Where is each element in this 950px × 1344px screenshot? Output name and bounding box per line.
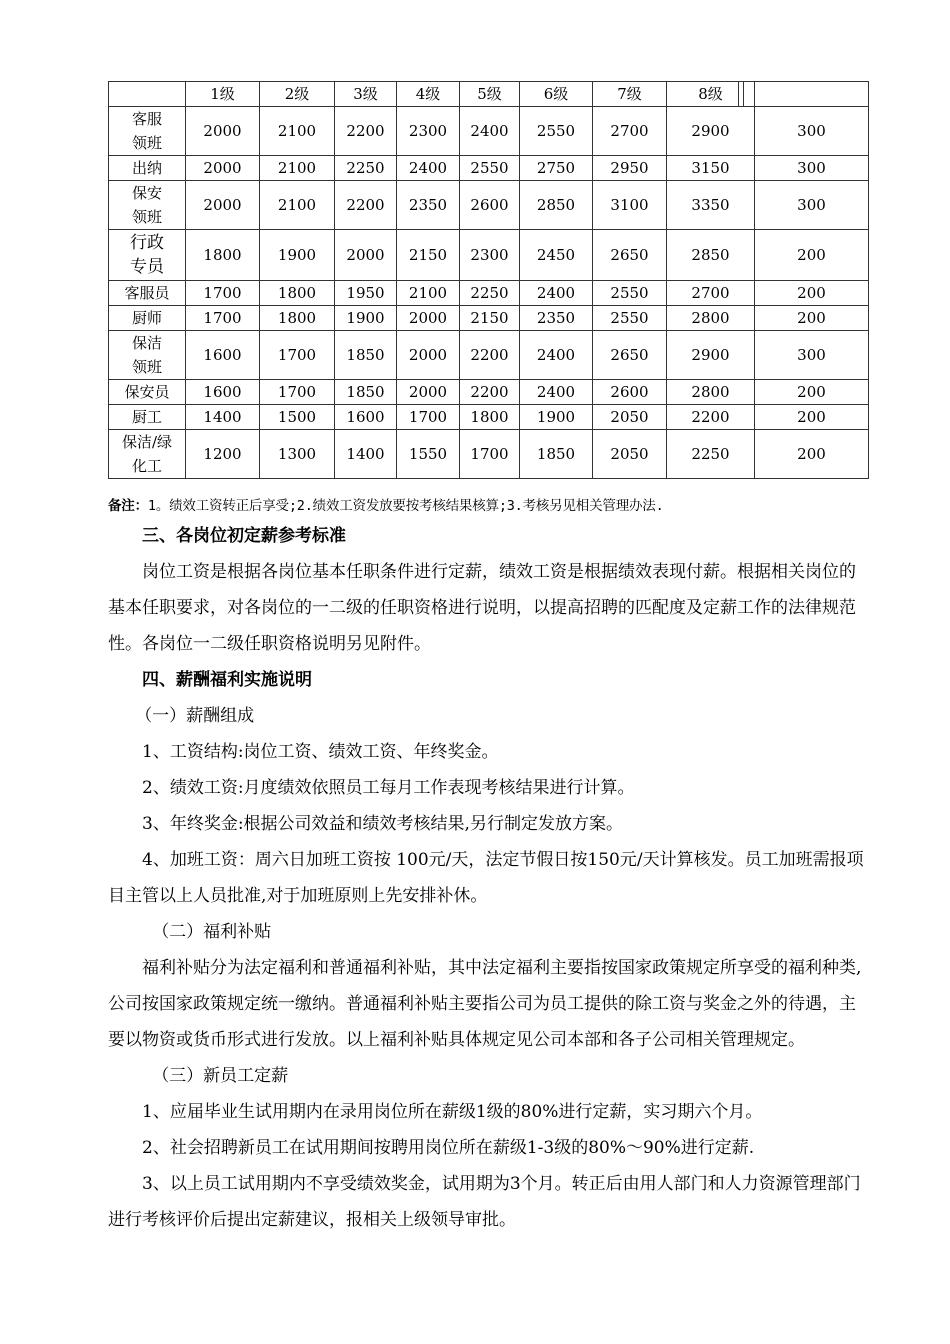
value-cell: 2400 [397, 156, 460, 181]
value-cell: 2400 [520, 281, 593, 306]
table-row [109, 430, 869, 479]
value-cell: 200 [755, 430, 869, 479]
value-cell: 1800 [260, 306, 335, 331]
value-cell: 2300 [460, 230, 520, 281]
value-cell: 2850 [667, 230, 755, 281]
section-3-heading: 三、各岗位初定薪参考标准 [142, 526, 346, 546]
value-cell: 2250 [667, 430, 755, 479]
value-cell: 1700 [260, 331, 335, 380]
table-header-row [109, 82, 869, 107]
value-cell: 2200 [335, 181, 397, 230]
table-row [109, 281, 869, 306]
new-staff-item-2: 2、社会招聘新员工在试用期间按聘用岗位所在薪级1-3级的80%～90%进行定薪. [142, 1138, 755, 1158]
value-cell: 200 [755, 281, 869, 306]
role-label: 厨师 [131, 309, 162, 327]
salary-item-3: 3、年终奖金:根据公司效益和绩效考核结果,另行制定发放方案。 [142, 814, 623, 834]
role-label: 出纳 [131, 159, 162, 177]
value-cell: 1500 [260, 405, 335, 430]
value-cell: 2350 [520, 306, 593, 331]
value-cell: 300 [755, 181, 869, 230]
header-cell: 1级 [186, 82, 260, 107]
value-cell: 1950 [335, 281, 397, 306]
header-cell [109, 82, 186, 107]
header-cell: 7级 [593, 82, 667, 107]
value-cell: 2000 [186, 156, 260, 181]
value-cell: 2000 [397, 380, 460, 405]
value-cell: 2650 [593, 331, 667, 380]
value-cell: 1700 [186, 281, 260, 306]
value-cell: 1600 [186, 331, 260, 380]
role-cell [109, 181, 186, 230]
value-cell: 1550 [397, 430, 460, 479]
table-row [109, 230, 869, 281]
value-cell: 2000 [397, 331, 460, 380]
value-cell: 3150 [667, 156, 755, 181]
value-cell: 2850 [520, 181, 593, 230]
role-cell [109, 331, 186, 380]
value-cell: 2750 [520, 156, 593, 181]
value-cell: 1400 [335, 430, 397, 479]
value-cell: 1400 [186, 405, 260, 430]
value-cell: 1700 [460, 430, 520, 479]
value-cell: 1300 [260, 430, 335, 479]
value-cell: 2350 [397, 181, 460, 230]
value-cell: 2550 [460, 156, 520, 181]
role-label: 专员 [130, 257, 164, 277]
role-label: 领班 [131, 358, 162, 376]
value-cell: 300 [755, 156, 869, 181]
value-cell: 1900 [520, 405, 593, 430]
value-cell: 1850 [335, 331, 397, 380]
section-3-paragraph: 岗位工资是根据各岗位基本任职条件进行定薪，绩效工资是根据绩效表现付薪。根据相关岗位的基本任职要求，对各岗位的一二级的任职资格进行说明，以提高招聘的匹配度及定薪工作的法律规范性。各岗位一二级任职资格说明另见附件。 [108, 562, 856, 654]
role-label: 保安 [131, 184, 162, 202]
value-cell: 300 [755, 107, 869, 156]
value-cell: 2950 [593, 156, 667, 181]
subsection-salary-heading: （一）薪酬组成 [135, 706, 255, 726]
value-cell: 2250 [460, 281, 520, 306]
salary-item-1: 1、工资结构:岗位工资、绩效工资、年终奖金。 [142, 742, 499, 762]
value-cell: 2100 [260, 107, 335, 156]
value-cell: 2650 [593, 230, 667, 281]
header-cell: 4级 [397, 82, 460, 107]
salary-item-4: 4、加班工资：周六日加班工资按 100元/天，法定节假日按150元/天计算核发。员工加班需报项目主管以上人员批准,对于加班原则上先安排补休。 [108, 850, 864, 906]
value-cell: 1850 [335, 380, 397, 405]
value-cell: 2250 [335, 156, 397, 181]
value-cell: 2200 [460, 380, 520, 405]
value-cell: 1200 [186, 430, 260, 479]
header-cell: 3级 [335, 82, 397, 107]
salary-grade-table [108, 81, 869, 479]
role-label: 厨工 [131, 408, 162, 426]
value-cell: 2700 [593, 107, 667, 156]
value-cell: 2000 [186, 107, 260, 156]
subsection-welfare-heading: （二）福利补贴 [152, 922, 272, 942]
role-label: 客服 [131, 110, 162, 128]
value-cell: 1800 [460, 405, 520, 430]
value-cell: 2000 [186, 181, 260, 230]
table-row [109, 156, 869, 181]
value-cell: 1700 [186, 306, 260, 331]
value-cell: 2200 [335, 107, 397, 156]
value-cell: 200 [755, 230, 869, 281]
role-cell [109, 430, 186, 479]
value-cell: 2550 [593, 281, 667, 306]
new-staff-item-1: 1、应届毕业生试用期内在录用岗位所在薪级1级的80%进行定薪，实习期六个月。 [142, 1102, 763, 1122]
value-cell: 300 [755, 331, 869, 380]
value-cell: 2150 [397, 230, 460, 281]
value-cell: 2400 [520, 331, 593, 380]
value-cell: 2300 [397, 107, 460, 156]
header-cell: 5级 [460, 82, 520, 107]
value-cell: 1700 [397, 405, 460, 430]
value-cell: 2900 [667, 331, 755, 380]
value-cell: 2150 [460, 306, 520, 331]
table-row [109, 181, 869, 230]
header-cell [755, 82, 869, 107]
section-4-heading: 四、薪酬福利实施说明 [142, 670, 312, 690]
value-cell: 1600 [335, 405, 397, 430]
role-label: 化工 [131, 457, 162, 475]
value-cell: 2900 [667, 107, 755, 156]
value-cell: 1800 [186, 230, 260, 281]
value-cell: 2600 [593, 380, 667, 405]
value-cell: 2000 [335, 230, 397, 281]
value-cell: 2200 [667, 405, 755, 430]
role-label: 领班 [131, 208, 162, 226]
role-label: 保洁 [131, 334, 162, 352]
salary-item-2: 2、绩效工资:月度绩效依照员工每月工作表现考核结果进行计算。 [142, 778, 635, 798]
role-label: 客服员 [124, 284, 170, 302]
value-cell: 1800 [260, 281, 335, 306]
role-label: 保洁/绿 [121, 433, 173, 451]
welfare-paragraph: 福利补贴分为法定福利和普通福利补贴，其中法定福利主要指按国家政策规定所享受的福利种类,公司按国家政策规定统一缴纳。普通福利补贴主要指公司为员工提供的除工资与奖金之外的待遇，主要以物资或货币形式进行发放。以上福利补贴具体规定见公司本部和各子公司相关管理规定。 [108, 958, 862, 1050]
header-cell: 6级 [520, 82, 593, 107]
value-cell: 200 [755, 306, 869, 331]
value-cell: 200 [755, 405, 869, 430]
value-cell: 2800 [667, 380, 755, 405]
value-cell: 2100 [397, 281, 460, 306]
value-cell: 2100 [260, 181, 335, 230]
value-cell: 2550 [593, 306, 667, 331]
header-cell: 2级 [260, 82, 335, 107]
value-cell: 2600 [460, 181, 520, 230]
value-cell: 1700 [260, 380, 335, 405]
value-cell: 2000 [397, 306, 460, 331]
value-cell: 2550 [520, 107, 593, 156]
new-staff-item-3: 3、以上员工试用期内不享受绩效奖金，试用期为3个月。转正后由用人部门和人力资源管理部门进行考核评价后提出定薪建议，报相关上级领导审批。 [108, 1174, 861, 1230]
role-label: 保安员 [124, 383, 170, 401]
value-cell: 2400 [460, 107, 520, 156]
value-cell: 1850 [520, 430, 593, 479]
role-label: 领班 [131, 134, 162, 152]
role-cell [109, 281, 186, 306]
value-cell: 200 [755, 380, 869, 405]
value-cell: 2400 [520, 380, 593, 405]
value-cell: 2450 [520, 230, 593, 281]
table-footnote [108, 494, 664, 514]
role-cell [109, 380, 186, 405]
role-cell [109, 405, 186, 430]
value-cell: 1900 [260, 230, 335, 281]
value-cell: 2100 [260, 156, 335, 181]
value-cell: 3350 [667, 181, 755, 230]
value-cell: 2200 [460, 331, 520, 380]
table-row [109, 331, 869, 380]
table-row [109, 405, 869, 430]
footnote-label: 备注： [108, 498, 148, 514]
role-cell [109, 306, 186, 331]
table-row [109, 306, 869, 331]
footnote-text: 1。绩效工资转正后享受;2.绩效工资发放要按考核结果核算;3.考核另见相关管理办法. [147, 498, 664, 514]
value-cell: 2050 [593, 430, 667, 479]
role-cell [109, 230, 186, 281]
value-cell: 2050 [593, 405, 667, 430]
table-column-marker [738, 82, 744, 106]
role-label: 行政 [130, 233, 164, 253]
header-cell: 8级 [667, 82, 755, 107]
value-cell: 3100 [593, 181, 667, 230]
table-row [109, 107, 869, 156]
role-cell [109, 107, 186, 156]
role-cell [109, 156, 186, 181]
table-row [109, 380, 869, 405]
value-cell: 2700 [667, 281, 755, 306]
value-cell: 1900 [335, 306, 397, 331]
body-text [108, 518, 868, 1238]
value-cell: 1600 [186, 380, 260, 405]
value-cell: 2800 [667, 306, 755, 331]
subsection-new-staff-heading: （三）新员工定薪 [152, 1066, 289, 1086]
